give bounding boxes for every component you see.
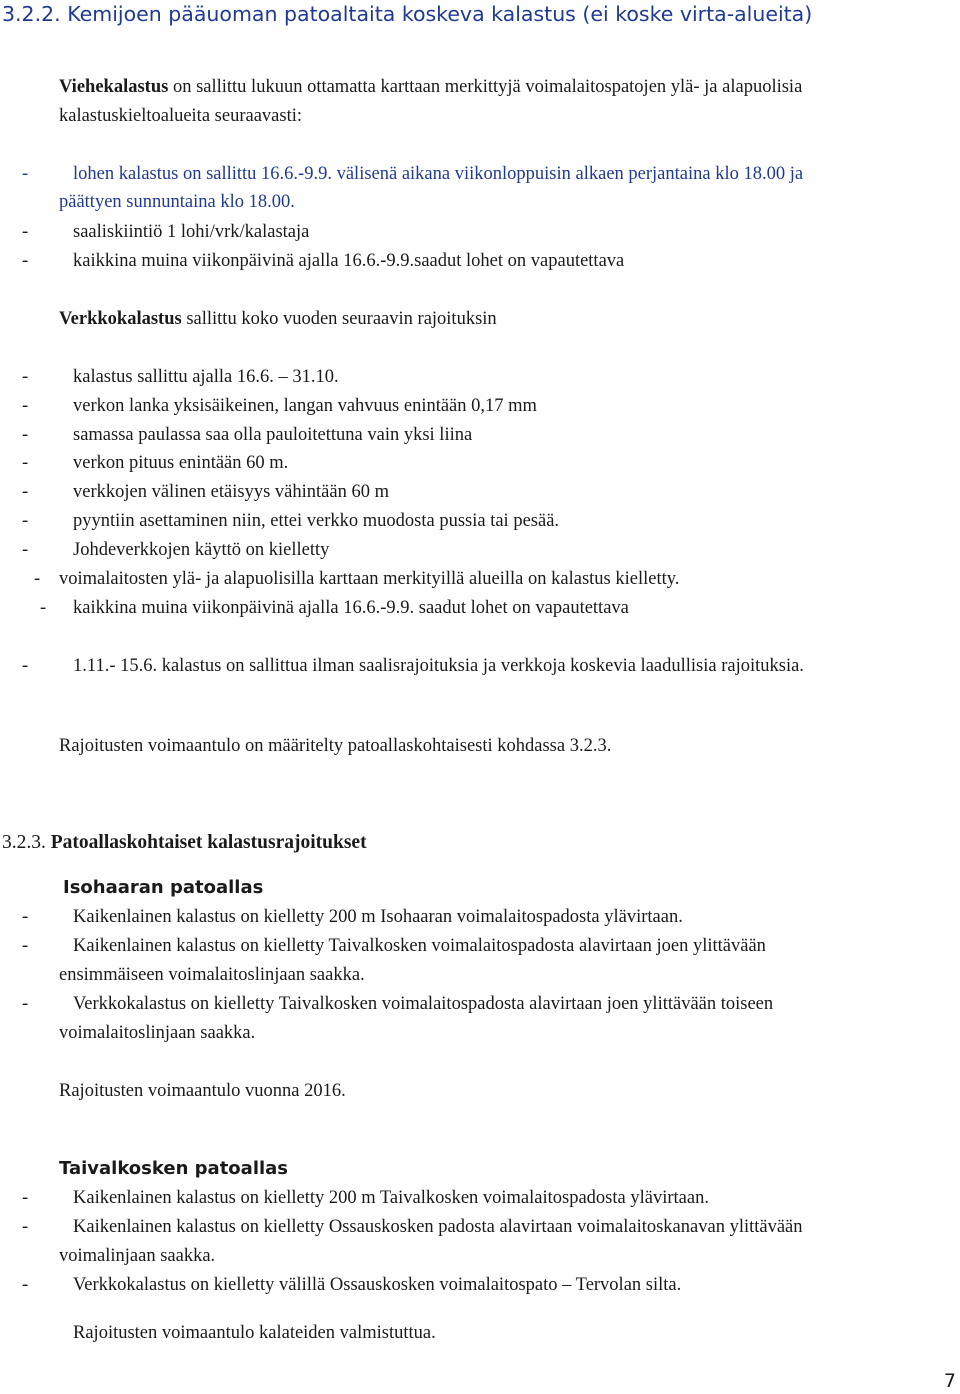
verkko-intro xyxy=(59,307,497,331)
list-item-continuation: voimalinjaan saakka. xyxy=(59,1246,216,1266)
list-item: Kaikenlainen kalastus on kielletty 200 m Taivalkosken voimalaitospadosta ylävirtaan. xyxy=(73,1188,709,1208)
list-item: voimalaitosten ylä- ja alapuolisilla karttaan merkityillä alueilla on kalastus kielletty. xyxy=(59,569,680,589)
list-item: verkon pituus enintään 60 m. xyxy=(73,453,289,473)
list-item: verkon lanka yksisäikeinen, langan vahvuus enintään 0,17 mm xyxy=(73,396,537,416)
list-dash: - xyxy=(22,1275,29,1295)
section-heading-322 xyxy=(2,1,812,27)
viehe-intro-text: on sallittu lukuun ottamatta karttaan merkittyjä voimalaitospatojen ylä- ja alapuolisia xyxy=(172,77,803,97)
viehe-intro-line1 xyxy=(59,75,802,99)
list-dash: - xyxy=(22,453,29,473)
page-number: 7 xyxy=(943,1370,956,1392)
list-dash: - xyxy=(22,425,29,445)
viehe-term: Viehekalastus xyxy=(59,77,169,97)
list-item-continuation: päättyen sunnuntaina klo 18.00. xyxy=(59,192,295,212)
list-item: lohen kalastus on sallittu 16.6.-9.9. välisenä aikana viikonloppuisin alkaen perjantaina klo 18.00 ja xyxy=(73,164,804,184)
list-dash: - xyxy=(34,569,41,589)
list-dash: - xyxy=(22,907,29,927)
list-item-continuation: ensimmäiseen voimalaitoslinjaan saakka. xyxy=(59,965,365,985)
list-item: Kaikenlainen kalastus on kielletty Taivalkosken voimalaitospadosta alavirtaan joen ylittävään xyxy=(73,936,766,956)
list-dash: - xyxy=(22,396,29,416)
list-item-continuation: voimalaitoslinjaan saakka. xyxy=(59,1023,256,1043)
list-item: Verkkokalastus on kielletty Taivalkosken voimalaitospadosta alavirtaan joen ylittävään toiseen xyxy=(73,994,774,1014)
list-dash: - xyxy=(22,1188,29,1208)
verkko-note: Rajoitusten voimaantulo on määritelty patoallaskohtaisesti kohdassa 3.2.3. xyxy=(59,736,612,756)
list-item: saaliskiintiö 1 lohi/vrk/kalastaja xyxy=(73,222,310,242)
list-item: pyyntiin asettaminen niin, ettei verkko muodosta pussia tai pesää. xyxy=(73,511,560,531)
section-number: 3.2.2. xyxy=(2,2,61,26)
list-dash: - xyxy=(22,164,29,184)
list-dash: - xyxy=(22,511,29,531)
list-item: kaikkina muina viikonpäivinä ajalla 16.6.-9.9. saadut lohet on vapautettava xyxy=(73,598,629,618)
section-number: 3.2.3. xyxy=(2,832,46,853)
list-dash: - xyxy=(22,936,29,956)
list-item: Johdeverkkojen käyttö on kielletty xyxy=(73,540,330,560)
list-item: Kaikenlainen kalastus on kielletty Ossauskosken padosta alavirtaan voimalaitoskanavan ylittävään xyxy=(73,1217,803,1237)
list-item: Kaikenlainen kalastus on kielletty 200 m Isohaaran voimalaitospadosta ylävirtaan. xyxy=(73,907,683,927)
list-item: kalastus sallittu ajalla 16.6. – 31.10. xyxy=(73,367,339,387)
taivalkoski-note: Rajoitusten voimaantulo kalateiden valmistuttua. xyxy=(73,1323,436,1343)
list-item: Verkkokalastus on kielletty välillä Ossauskosken voimalaitospato – Tervolan silta. xyxy=(73,1275,682,1295)
section-heading-323 xyxy=(2,831,367,855)
list-item: kaikkina muina viikonpäivinä ajalla 16.6.-9.9.saadut lohet on vapautettava xyxy=(73,251,625,271)
taivalkoski-title: Taivalkosken patoallas xyxy=(59,1158,289,1179)
verkko-intro-text: sallittu koko vuoden seuraavin rajoituksin xyxy=(186,309,497,329)
list-dash: - xyxy=(40,598,47,618)
list-item: verkkojen välinen etäisyys vähintään 60 m xyxy=(73,482,389,502)
viehe-intro-line2: kalastuskieltoalueita seuraavasti: xyxy=(59,106,302,126)
list-dash: - xyxy=(22,222,29,242)
list-item: 1.11.- 15.6. kalastus on sallittua ilman saalisrajoituksia ja verkkoja koskevia laadullisia rajoituksia. xyxy=(73,656,804,676)
list-item: samassa paulassa saa olla pauloitettuna vain yksi liina xyxy=(73,425,473,445)
section-title: Kemijoen pääuoman patoaltaita koskeva kalastus (ei koske virta-alueita) xyxy=(67,2,813,26)
list-dash: - xyxy=(22,656,29,676)
verkko-term: Verkkokalastus xyxy=(59,309,182,329)
isohaara-title: Isohaaran patoallas xyxy=(63,877,264,898)
list-dash: - xyxy=(22,1217,29,1237)
list-dash: - xyxy=(22,251,29,271)
isohaara-note: Rajoitusten voimaantulo vuonna 2016. xyxy=(59,1081,346,1101)
list-dash: - xyxy=(22,367,29,387)
section-title: Patoallaskohtaiset kalastusrajoitukset xyxy=(50,832,367,853)
list-dash: - xyxy=(22,994,29,1014)
list-dash: - xyxy=(22,540,29,560)
list-dash: - xyxy=(22,482,29,502)
